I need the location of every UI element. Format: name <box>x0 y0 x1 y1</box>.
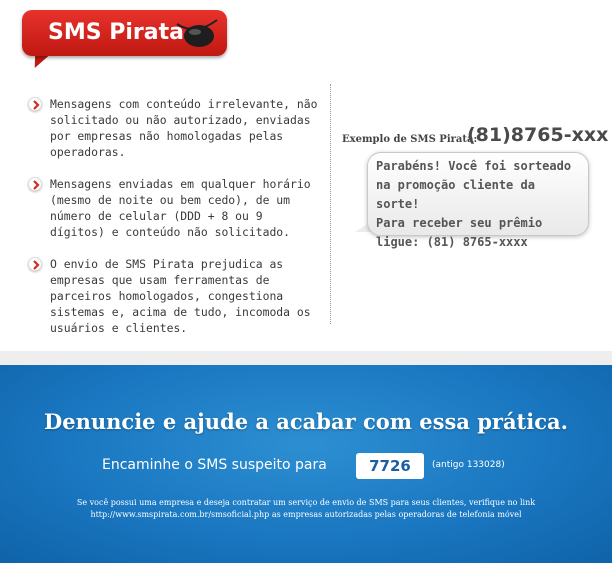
sms-line: Parabéns! Você foi sorteado <box>376 159 572 173</box>
chevron-right-icon <box>28 177 42 191</box>
section-separator <box>0 351 612 365</box>
vertical-divider <box>330 84 331 324</box>
footer-fineprint <box>0 497 612 521</box>
list-item <box>28 176 318 240</box>
footer-banner <box>0 365 612 563</box>
eyepatch-icon <box>175 16 219 50</box>
sms-line: na promoção cliente da sorte! <box>376 178 535 211</box>
bullet-list <box>28 96 318 352</box>
sms-line: Para receber seu prêmio <box>376 216 543 230</box>
bullet-text: Mensagens enviadas em qualquer horário (mesmo de noite ou bem cedo), de um número de celular (DDD + 8 ou 9 dígitos) e conteúdo não solicitado. <box>50 177 311 239</box>
chevron-right-icon <box>28 97 42 111</box>
sms-bubble <box>367 152 589 249</box>
list-item <box>28 256 318 336</box>
bullet-text: O envio de SMS Pirata prejudica as empresas que usam ferramentas de parceiros homologados, congestiona sistemas e, acima de tudo, incomoda os usuários e clientes. <box>50 257 311 335</box>
forward-text: Encaminhe o SMS suspeito para <box>102 457 327 473</box>
example-label: Exemplo de SMS Pirata: <box>342 134 478 145</box>
chevron-right-icon <box>28 257 42 271</box>
bullet-text: Mensagens com conteúdo irrelevante, não solicitado ou não autorizado, enviadas por empresas não homologadas pelas operadoras. <box>50 97 318 159</box>
logo-text: SMS Pirata <box>48 20 184 45</box>
list-item <box>28 96 318 160</box>
fineprint-line: Se você possui uma empresa e deseja contratar um serviço de envio de SMS para seus clientes, verifique no link <box>76 498 536 507</box>
old-code: (antigo 133028) <box>432 460 505 470</box>
sms-line: ligue: (81) 8765-xxxx <box>376 235 528 249</box>
example-number: (81)8765-xxx <box>467 124 609 146</box>
short-code-box: 7726 <box>356 453 424 479</box>
logo <box>22 10 227 56</box>
fineprint-link[interactable]: http://www.smspirata.com.br/smsoficial.php as empresas autorizadas pelas operadoras de telefonia móvel <box>90 510 522 519</box>
footer-headline: Denuncie e ajude a acabar com essa prática. <box>44 409 568 434</box>
